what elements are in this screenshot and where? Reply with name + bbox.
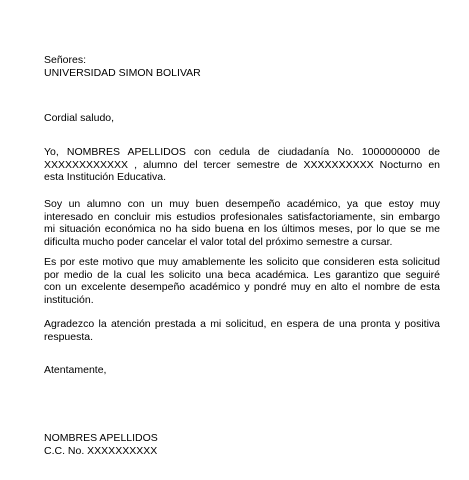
recipient-institution: UNIVERSIDAD SIMON BOLIVAR xyxy=(44,66,201,79)
paragraph-line: Agradezco la atención prestada a mi solicitud, en espera de una pronta y positiva xyxy=(44,318,440,330)
paragraph-line: respuesta. xyxy=(44,330,94,343)
signature-name: NOMBRES APELLIDOS xyxy=(44,432,158,444)
signature-block xyxy=(44,432,440,457)
paragraph-introduction xyxy=(44,146,440,184)
closing-block xyxy=(44,364,440,377)
closing: Atentamente, xyxy=(44,364,107,376)
paragraph-line: con un excelente desempeño académico y pondré muy en alto el nombre de esta xyxy=(44,281,440,293)
paragraph-line: mi situación económica no ha sido buena en los últimos meses, por lo que se me xyxy=(44,223,440,235)
paragraph-line: XXXXXXXXXXXX , alumno del tercer semestre de XXXXXXXXXX Nocturno en xyxy=(44,158,440,171)
paragraph-line: Es por este motivo que muy amablemente les solicito que consideren esta solicitud xyxy=(44,256,440,268)
paragraph-request xyxy=(44,256,440,306)
paragraph-situation xyxy=(44,198,440,248)
paragraph-line: interesado en concluir mis estudios profesionales satisfactoriamente, sin embargo xyxy=(44,210,440,223)
paragraph-line: dificulta mucho poder cancelar el valor total del próximo semestre a cursar. xyxy=(44,235,393,248)
recipient-salutation: Señores: xyxy=(44,54,87,66)
recipient-block xyxy=(44,54,440,79)
greeting-block xyxy=(44,112,440,125)
paragraph-line: Yo, NOMBRES APELLIDOS con cedula de ciudadanía No. 1000000000 de xyxy=(44,146,440,158)
paragraph-line: por medio de la cual les solicito una beca académica. Les garantizo que seguiré xyxy=(44,268,440,281)
signature-id: C.C. No. XXXXXXXXXX xyxy=(44,444,158,457)
greeting: Cordial saludo, xyxy=(44,112,115,124)
paragraph-line: Soy un alumno con un muy buen desempeño académico, ya que estoy muy xyxy=(44,198,440,210)
paragraph-line: institución. xyxy=(44,293,94,306)
paragraph-thanks xyxy=(44,318,440,343)
paragraph-line: esta Institución Educativa. xyxy=(44,171,166,183)
